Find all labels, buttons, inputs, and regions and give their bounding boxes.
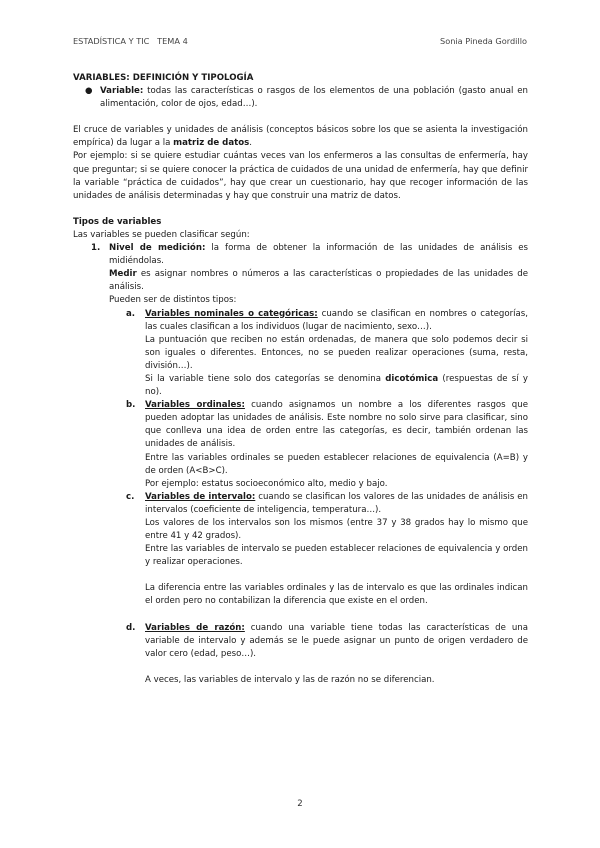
razon-term: Variables de razón: [145,622,245,633]
intervalo-paragraph-2: Los valores de los intervalos son los mismos (entre 37 y 38 grados hay lo mismo que entre 41 y 42 grados). [145,518,528,542]
list-item-intervalo [109,491,528,622]
list-item-nivel-de-medicion [73,242,528,687]
intervalo-term: Variables de intervalo: [145,491,256,502]
list-number: 1. [91,243,101,254]
ordinales-paragraph-2: Entre las variables ordinales se pueden establecer relaciones de equivalencia (A=B) y de orden (A<B>C). [145,452,528,476]
page-header [73,36,527,46]
medir-paragraph [109,268,528,294]
document-body [73,72,528,687]
dicotomica-lead: Si la variable tiene solo dos categorías se denomina [145,373,386,384]
bullet-text [100,85,528,111]
bullet-icon: ● [85,86,93,97]
nominales-paragraph [145,308,528,334]
page-number: 2 [297,799,303,809]
list-item-ordinales [109,399,528,491]
tipos-title: Tipos de variables [73,216,162,227]
list-item-nominales [109,308,528,400]
nominales-paragraph-3 [145,373,528,399]
list-letter: d. [126,622,136,633]
nivel-medicion-term: Nivel de medición: [109,243,206,254]
medir-text: es asignar nombres o números a las características o propiedades de las unidades de análisis. [109,269,528,293]
intro-paragraph-2: Por ejemplo: si se quiere estudiar cuántas veces van los enfermeros a las consultas de enfermería, hay que preguntar; si se quiere conocer la práctica de cuidados de una unidad de enfermería, hay que definir la variable “práctica de cuidados”, hay que crear un cuestionario, hay que recoger información de las unidades de análisis determinadas y hay que construir una matriz de datos. [73,151,528,201]
ordinales-term: Variables ordinales: [145,400,245,411]
intervalo-paragraph-3: Entre las variables de intervalo se pueden establecer relaciones de equivalencia y orden y realizar operaciones. [145,544,528,568]
header-course-title: ESTADÍSTICA Y TIC TEMA 4 [73,36,188,46]
nivel-medicion-text: la forma de obtener la información de las unidades de análisis es midiéndolas. [109,243,528,267]
list-item-razon [109,622,528,687]
razon-paragraph-2: A veces, las variables de intervalo y las de razón no se diferencian. [145,674,435,685]
razon-text: cuando una variable tiene todas las características de una variable de intervalo y además se le puede asignar un punto de origen verdadero de valor cero (edad, peso…). [145,622,528,659]
nominales-paragraph-2: La puntuación que reciben no están ordenadas, de manera que solo podemos decir si son iguales o diferentes. Entonces, no se pueden realizar operaciones (suma, resta, división…). [145,334,528,371]
dicotomica-term: dicotómica [385,373,439,384]
intro-paragraph-1 [73,124,528,150]
ordinales-text: cuando asignamos un nombre a los diferentes rasgos que pueden adoptar las unidades de análisis. Este nombre no solo sirve para clasificar, sino que conlleva una idea de orden entre las categorías, es decir, también ordenan las unidades de análisis. [145,400,529,450]
matriz-de-datos-term: matriz de datos [173,138,250,149]
intervalo-paragraph [145,491,528,517]
nominales-text: cuando se clasifican en nombres o categorías, las cuales clasifican a los individuos (lugar de nacimiento, sexo…). [145,308,528,332]
header-author: Sonia Pineda Gordillo [440,36,527,46]
section-title: VARIABLES: DEFINICIÓN Y TIPOLOGÍA [73,73,254,83]
intervalo-paragraph-4: La diferencia entre las variables ordinales y las de intervalo es que las ordinales indican el orden pero no contabilizan la diferencia que existe en el orden. [145,583,528,607]
variable-term: Variable: [100,86,144,97]
dicotomica-text: (respuestas de sí y no). [145,373,528,398]
intro-text: El cruce de variables y unidades de análisis (conceptos básicos sobre los que se asienta la investigación empírica) da lugar a la [73,125,528,149]
variable-definition-bullet [73,85,528,111]
nivel-medicion-paragraph [109,242,528,268]
ordinales-paragraph-3: Por ejemplo: estatus socioeconómico alto, medio y bajo. [145,478,388,489]
medir-term: Medir [109,269,137,280]
nominales-term: Variables nominales o categóricas: [145,308,318,319]
tipos-lead: Las variables se pueden clasificar según: [73,229,250,240]
variable-definition: todas las características o rasgos de los elementos de una población (gasto anual en alimentación, color de ojos, edad…). [100,86,528,110]
intro-period: . [249,138,252,149]
list-letter: c. [126,491,135,502]
ordinales-paragraph [145,399,528,451]
types-lead: Pueden ser de distintos tipos: [109,295,237,306]
intervalo-text: cuando se clasifican los valores de las unidades de análisis en intervalos (coeficiente de inteligencia, temperatura…). [145,491,528,515]
list-letter: a. [126,308,136,319]
list-letter: b. [126,400,136,411]
razon-paragraph [145,622,528,661]
